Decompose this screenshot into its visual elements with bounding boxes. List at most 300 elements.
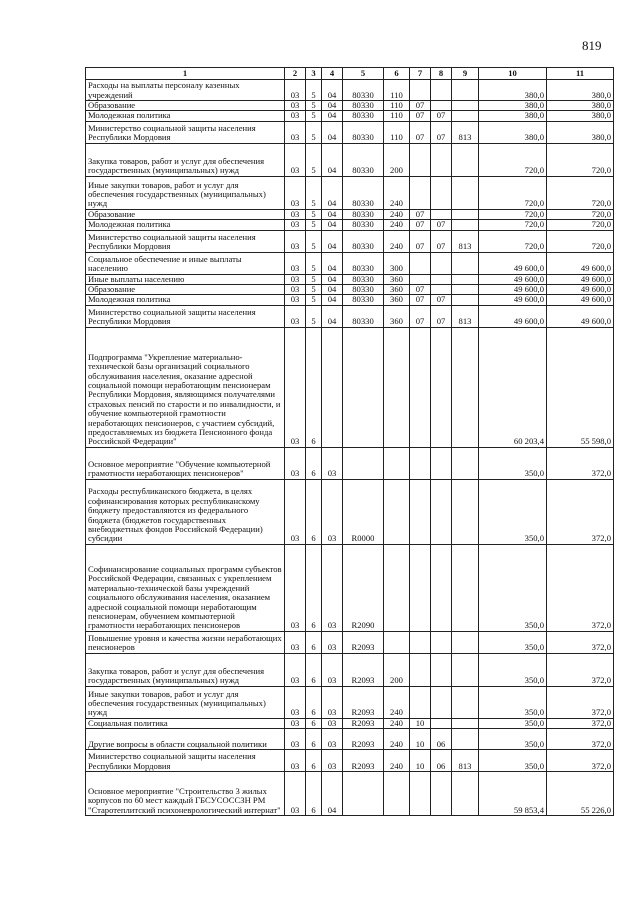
- cell-amount-year2: 380,0: [547, 101, 614, 111]
- cell-subsection: 07: [431, 305, 452, 327]
- cell-ministry-code: [452, 479, 479, 544]
- cell-item-name: Расходы республиканского бюджета, в целях софинансирования которых республиканскому бюджету предоставляются из федерального бюджета (бюджетов государственных внебюджетных фондов Российской Федерации) субсидии: [86, 479, 285, 544]
- cell-expense-type: 200: [384, 143, 410, 176]
- cell-amount-year1: 350,0: [479, 631, 547, 653]
- cell-code-col2: 03: [285, 772, 306, 816]
- table-row: [86, 220, 614, 230]
- cell-ministry-code: [452, 295, 479, 305]
- cell-target-article: R2090: [343, 544, 384, 631]
- cell-code-col3: 5: [306, 230, 322, 252]
- cell-code-col2: 03: [285, 101, 306, 111]
- cell-subsection: [431, 80, 452, 101]
- column-header: 3: [306, 68, 322, 80]
- cell-expense-type: 240: [384, 220, 410, 230]
- cell-amount-year2: 49 600,0: [547, 274, 614, 284]
- cell-item-name: Министерство социальной защиты населения Республики Мордовия: [86, 750, 285, 772]
- cell-item-name: Основное мероприятие "Обучение компьютерной грамотности неработающих пенсионеров": [86, 447, 285, 479]
- cell-section: 07: [410, 230, 431, 252]
- cell-code-col4: 04: [322, 252, 343, 274]
- cell-amount-year2: 720,0: [547, 143, 614, 176]
- cell-code-col4: 04: [322, 143, 343, 176]
- cell-ministry-code: [452, 176, 479, 209]
- cell-section: 07: [410, 209, 431, 219]
- column-header: 2: [285, 68, 306, 80]
- column-header: 4: [322, 68, 343, 80]
- cell-code-col2: 03: [285, 285, 306, 295]
- cell-code-col4: 04: [322, 121, 343, 143]
- cell-section: [410, 772, 431, 816]
- cell-target-article: 80330: [343, 274, 384, 284]
- cell-code-col3: 6: [306, 544, 322, 631]
- cell-amount-year1: 350,0: [479, 686, 547, 718]
- cell-expense-type: [384, 631, 410, 653]
- cell-code-col2: 03: [285, 305, 306, 327]
- column-header: 10: [479, 68, 547, 80]
- cell-code-col2: 03: [285, 274, 306, 284]
- cell-expense-type: [384, 544, 410, 631]
- cell-amount-year2: 372,0: [547, 447, 614, 479]
- cell-amount-year1: 49 600,0: [479, 305, 547, 327]
- cell-amount-year1: 380,0: [479, 101, 547, 111]
- cell-code-col2: 03: [285, 718, 306, 728]
- cell-expense-type: 240: [384, 750, 410, 772]
- cell-expense-type: 110: [384, 80, 410, 101]
- cell-target-article: R2093: [343, 718, 384, 728]
- cell-subsection: [431, 718, 452, 728]
- cell-amount-year2: 372,0: [547, 686, 614, 718]
- cell-code-col4: 03: [322, 729, 343, 750]
- cell-amount-year1: 350,0: [479, 750, 547, 772]
- cell-item-name: Социальная политика: [86, 718, 285, 728]
- cell-code-col4: 04: [322, 230, 343, 252]
- cell-code-col2: 03: [285, 220, 306, 230]
- cell-amount-year1: 59 853,4: [479, 772, 547, 816]
- cell-code-col4: 03: [322, 686, 343, 718]
- cell-code-col4: 04: [322, 80, 343, 101]
- cell-amount-year2: 372,0: [547, 631, 614, 653]
- cell-code-col3: 5: [306, 80, 322, 101]
- cell-amount-year2: 372,0: [547, 750, 614, 772]
- cell-subsection: [431, 544, 452, 631]
- cell-amount-year2: 720,0: [547, 176, 614, 209]
- cell-ministry-code: [452, 447, 479, 479]
- cell-item-name: Иные выплаты населению: [86, 274, 285, 284]
- cell-subsection: [431, 653, 452, 686]
- cell-expense-type: 360: [384, 274, 410, 284]
- cell-amount-year2: 720,0: [547, 209, 614, 219]
- cell-ministry-code: [452, 729, 479, 750]
- table-row: [86, 121, 614, 143]
- cell-code-col3: 6: [306, 718, 322, 728]
- cell-ministry-code: [452, 327, 479, 447]
- cell-section: 07: [410, 285, 431, 295]
- cell-code-col4: 04: [322, 111, 343, 121]
- cell-code-col4: 04: [322, 285, 343, 295]
- cell-target-article: 80330: [343, 121, 384, 143]
- cell-target-article: 80330: [343, 209, 384, 219]
- cell-code-col2: 03: [285, 252, 306, 274]
- cell-section: 10: [410, 718, 431, 728]
- cell-ministry-code: [452, 80, 479, 101]
- cell-item-name: Закупка товаров, работ и услуг для обеспечения государственных (муниципальных) нужд: [86, 143, 285, 176]
- cell-code-col4: 03: [322, 750, 343, 772]
- cell-ministry-code: [452, 653, 479, 686]
- cell-expense-type: 240: [384, 230, 410, 252]
- cell-amount-year1: 720,0: [479, 176, 547, 209]
- cell-section: [410, 252, 431, 274]
- cell-section: [410, 143, 431, 176]
- cell-section: 07: [410, 111, 431, 121]
- cell-target-article: R0000: [343, 479, 384, 544]
- cell-subsection: [431, 143, 452, 176]
- cell-amount-year1: 350,0: [479, 718, 547, 728]
- cell-subsection: [431, 274, 452, 284]
- cell-code-col4: 03: [322, 544, 343, 631]
- cell-code-col2: 03: [285, 479, 306, 544]
- cell-section: 10: [410, 729, 431, 750]
- cell-expense-type: [384, 327, 410, 447]
- cell-target-article: R2093: [343, 750, 384, 772]
- cell-code-col2: 03: [285, 80, 306, 101]
- cell-subsection: [431, 252, 452, 274]
- cell-expense-type: 300: [384, 252, 410, 274]
- cell-section: 07: [410, 101, 431, 111]
- table-row: [86, 111, 614, 121]
- table-row: [86, 80, 614, 101]
- cell-code-col2: 03: [285, 729, 306, 750]
- cell-code-col3: 5: [306, 101, 322, 111]
- cell-code-col2: 03: [285, 653, 306, 686]
- cell-expense-type: 360: [384, 285, 410, 295]
- cell-code-col3: 5: [306, 209, 322, 219]
- cell-code-col3: 6: [306, 750, 322, 772]
- cell-target-article: 80330: [343, 285, 384, 295]
- cell-code-col4: 04: [322, 305, 343, 327]
- cell-code-col4: 04: [322, 295, 343, 305]
- cell-ministry-code: [452, 209, 479, 219]
- cell-item-name: Молодежная политика: [86, 220, 285, 230]
- cell-amount-year2: 380,0: [547, 111, 614, 121]
- cell-code-col3: 5: [306, 295, 322, 305]
- cell-amount-year1: 380,0: [479, 80, 547, 101]
- cell-section: [410, 544, 431, 631]
- cell-ministry-code: 813: [452, 230, 479, 252]
- cell-target-article: R2093: [343, 653, 384, 686]
- cell-amount-year1: 350,0: [479, 544, 547, 631]
- cell-code-col3: 6: [306, 653, 322, 686]
- cell-code-col4: 04: [322, 176, 343, 209]
- table-row: [86, 176, 614, 209]
- table-row: [86, 653, 614, 686]
- table-row: [86, 544, 614, 631]
- cell-item-name: Социальное обеспечение и иные выплаты населению: [86, 252, 285, 274]
- cell-code-col3: 5: [306, 252, 322, 274]
- cell-code-col2: 03: [285, 176, 306, 209]
- cell-item-name: Образование: [86, 209, 285, 219]
- table-row: [86, 447, 614, 479]
- cell-subsection: [431, 327, 452, 447]
- cell-subsection: 07: [431, 111, 452, 121]
- cell-code-col4: 04: [322, 220, 343, 230]
- cell-item-name: Министерство социальной защиты населения Республики Мордовия: [86, 305, 285, 327]
- cell-item-name: Иные закупки товаров, работ и услуг для обеспечения государственных (муниципальных) нужд: [86, 686, 285, 718]
- cell-amount-year1: 49 600,0: [479, 285, 547, 295]
- cell-ministry-code: [452, 686, 479, 718]
- cell-code-col4: [322, 327, 343, 447]
- cell-amount-year2: 49 600,0: [547, 295, 614, 305]
- cell-code-col3: 5: [306, 274, 322, 284]
- cell-code-col2: 03: [285, 121, 306, 143]
- cell-subsection: [431, 209, 452, 219]
- cell-section: 07: [410, 305, 431, 327]
- cell-code-col2: 03: [285, 209, 306, 219]
- cell-code-col2: 03: [285, 327, 306, 447]
- table-row: [86, 295, 614, 305]
- cell-item-name: Софинансирование социальных программ субъектов Российской Федерации, связанных с укреплением материально-технической базы учреждений социального обслуживания населения, оказанием адресной социальной помощи неработающим пенсионерам, обучением компьютерной грамотности неработающих пенсионеров: [86, 544, 285, 631]
- cell-target-article: [343, 447, 384, 479]
- cell-expense-type: 240: [384, 686, 410, 718]
- cell-target-article: 80330: [343, 101, 384, 111]
- cell-code-col4: 03: [322, 479, 343, 544]
- cell-code-col3: 6: [306, 447, 322, 479]
- cell-amount-year2: 380,0: [547, 80, 614, 101]
- cell-amount-year1: 350,0: [479, 447, 547, 479]
- cell-subsection: 07: [431, 295, 452, 305]
- cell-item-name: Другие вопросы в области социальной политики: [86, 729, 285, 750]
- cell-expense-type: 200: [384, 653, 410, 686]
- cell-section: 07: [410, 220, 431, 230]
- cell-subsection: 07: [431, 121, 452, 143]
- cell-item-name: Закупка товаров, работ и услуг для обеспечения государственных (муниципальных) нужд: [86, 653, 285, 686]
- cell-target-article: 80330: [343, 252, 384, 274]
- cell-expense-type: 240: [384, 718, 410, 728]
- cell-ministry-code: [452, 220, 479, 230]
- cell-ministry-code: [452, 718, 479, 728]
- column-header: 1: [86, 68, 285, 80]
- cell-amount-year2: 55 226,0: [547, 772, 614, 816]
- cell-subsection: [431, 631, 452, 653]
- cell-code-col3: 5: [306, 305, 322, 327]
- cell-expense-type: 360: [384, 305, 410, 327]
- cell-code-col3: 5: [306, 111, 322, 121]
- cell-amount-year1: 720,0: [479, 209, 547, 219]
- cell-section: [410, 447, 431, 479]
- cell-ministry-code: [452, 143, 479, 176]
- cell-target-article: 80330: [343, 220, 384, 230]
- cell-code-col2: 03: [285, 631, 306, 653]
- cell-expense-type: 240: [384, 729, 410, 750]
- cell-amount-year1: 720,0: [479, 220, 547, 230]
- cell-ministry-code: 813: [452, 750, 479, 772]
- cell-item-name: Расходы на выплаты персоналу казенных учреждений: [86, 80, 285, 101]
- cell-amount-year1: 49 600,0: [479, 252, 547, 274]
- cell-expense-type: [384, 479, 410, 544]
- cell-amount-year2: 372,0: [547, 718, 614, 728]
- cell-target-article: R2093: [343, 686, 384, 718]
- cell-item-name: Образование: [86, 285, 285, 295]
- column-header: 8: [431, 68, 452, 80]
- cell-section: [410, 274, 431, 284]
- cell-subsection: [431, 447, 452, 479]
- cell-ministry-code: [452, 111, 479, 121]
- cell-code-col2: 03: [285, 295, 306, 305]
- cell-section: [410, 327, 431, 447]
- cell-ministry-code: [452, 252, 479, 274]
- table-row: [86, 285, 614, 295]
- cell-code-col2: 03: [285, 686, 306, 718]
- cell-expense-type: [384, 447, 410, 479]
- cell-amount-year2: 372,0: [547, 544, 614, 631]
- cell-amount-year2: 49 600,0: [547, 252, 614, 274]
- cell-code-col3: 5: [306, 285, 322, 295]
- column-header: 6: [384, 68, 410, 80]
- cell-ministry-code: [452, 285, 479, 295]
- cell-code-col2: 03: [285, 111, 306, 121]
- cell-expense-type: [384, 772, 410, 816]
- cell-subsection: [431, 176, 452, 209]
- table-row: [86, 305, 614, 327]
- cell-expense-type: 360: [384, 295, 410, 305]
- cell-amount-year2: 380,0: [547, 121, 614, 143]
- table-row: [86, 274, 614, 284]
- cell-code-col3: 6: [306, 729, 322, 750]
- cell-amount-year1: 49 600,0: [479, 274, 547, 284]
- cell-amount-year1: 49 600,0: [479, 295, 547, 305]
- cell-target-article: [343, 327, 384, 447]
- cell-ministry-code: 813: [452, 305, 479, 327]
- cell-code-col3: 6: [306, 327, 322, 447]
- table-row: [86, 718, 614, 728]
- cell-code-col4: 04: [322, 772, 343, 816]
- cell-code-col3: 5: [306, 143, 322, 176]
- cell-target-article: 80330: [343, 80, 384, 101]
- cell-amount-year2: 720,0: [547, 220, 614, 230]
- table-row: [86, 729, 614, 750]
- cell-section: 07: [410, 121, 431, 143]
- cell-subsection: 07: [431, 220, 452, 230]
- cell-item-name: Образование: [86, 101, 285, 111]
- cell-code-col4: 03: [322, 653, 343, 686]
- cell-item-name: Министерство социальной защиты населения Республики Мордовия: [86, 230, 285, 252]
- cell-amount-year1: 350,0: [479, 479, 547, 544]
- cell-code-col3: 6: [306, 686, 322, 718]
- cell-ministry-code: 813: [452, 121, 479, 143]
- cell-expense-type: 240: [384, 176, 410, 209]
- cell-amount-year1: 350,0: [479, 653, 547, 686]
- cell-subsection: 06: [431, 729, 452, 750]
- cell-subsection: [431, 101, 452, 111]
- cell-item-name: Министерство социальной защиты населения Республики Мордовия: [86, 121, 285, 143]
- cell-section: 10: [410, 750, 431, 772]
- cell-target-article: 80330: [343, 305, 384, 327]
- cell-ministry-code: [452, 274, 479, 284]
- column-header: 5: [343, 68, 384, 80]
- cell-section: [410, 686, 431, 718]
- cell-target-article: R2093: [343, 729, 384, 750]
- cell-expense-type: 110: [384, 111, 410, 121]
- cell-amount-year1: 380,0: [479, 121, 547, 143]
- cell-amount-year2: 372,0: [547, 729, 614, 750]
- table-row: [86, 479, 614, 544]
- cell-expense-type: 110: [384, 101, 410, 111]
- cell-amount-year1: 380,0: [479, 111, 547, 121]
- cell-code-col2: 03: [285, 447, 306, 479]
- cell-ministry-code: [452, 544, 479, 631]
- cell-section: [410, 80, 431, 101]
- column-header: 7: [410, 68, 431, 80]
- cell-subsection: [431, 285, 452, 295]
- cell-amount-year1: 60 203,4: [479, 327, 547, 447]
- cell-code-col3: 5: [306, 176, 322, 209]
- cell-item-name: Молодежная политика: [86, 111, 285, 121]
- cell-target-article: R2093: [343, 631, 384, 653]
- cell-target-article: 80330: [343, 230, 384, 252]
- cell-code-col2: 03: [285, 544, 306, 631]
- table-row: [86, 772, 614, 816]
- cell-target-article: 80330: [343, 143, 384, 176]
- cell-amount-year1: 720,0: [479, 143, 547, 176]
- cell-subsection: 07: [431, 230, 452, 252]
- cell-code-col2: 03: [285, 143, 306, 176]
- cell-subsection: 06: [431, 750, 452, 772]
- cell-code-col3: 6: [306, 772, 322, 816]
- cell-item-name: Молодежная политика: [86, 295, 285, 305]
- cell-target-article: 80330: [343, 295, 384, 305]
- cell-amount-year2: 49 600,0: [547, 285, 614, 295]
- cell-amount-year1: 350,0: [479, 729, 547, 750]
- cell-section: 07: [410, 295, 431, 305]
- cell-target-article: [343, 772, 384, 816]
- table-row: [86, 327, 614, 447]
- cell-subsection: [431, 686, 452, 718]
- cell-item-name: Подпрограмма "Укрепление материально-технической базы организаций социального обслуживания населения, оказание адресной социальной помощи неработающим пенсионерам Республики Мордовия, являющимся получателями страховых пенсий по старости и по инвалидности, и обучение компьютерной грамотности неработающих пенсионеров, с участием субсидий, предоставляемых из бюджета Пенсионного фонда Российской Федерации": [86, 327, 285, 447]
- cell-amount-year2: 55 598,0: [547, 327, 614, 447]
- table-body: [86, 80, 614, 816]
- table-row: [86, 230, 614, 252]
- cell-item-name: Основное мероприятие "Строительство 3 жилых корпусов по 60 мест каждый ГБСУСОССЗН РМ "Старотеплитский психоневрологический интернат": [86, 772, 285, 816]
- cell-ministry-code: [452, 101, 479, 111]
- cell-code-col3: 6: [306, 479, 322, 544]
- cell-code-col4: 03: [322, 447, 343, 479]
- cell-section: [410, 479, 431, 544]
- cell-ministry-code: [452, 631, 479, 653]
- cell-code-col2: 03: [285, 230, 306, 252]
- table-row: [86, 252, 614, 274]
- cell-code-col4: 03: [322, 718, 343, 728]
- cell-code-col2: 03: [285, 750, 306, 772]
- cell-code-col4: 04: [322, 274, 343, 284]
- header-row: [86, 68, 614, 80]
- cell-amount-year2: 372,0: [547, 653, 614, 686]
- cell-ministry-code: [452, 772, 479, 816]
- table-row: [86, 143, 614, 176]
- budget-table: [85, 67, 614, 816]
- cell-section: [410, 653, 431, 686]
- cell-item-name: Повышение уровня и качества жизни неработающих пенсионеров: [86, 631, 285, 653]
- table-row: [86, 686, 614, 718]
- cell-code-col4: 03: [322, 631, 343, 653]
- cell-subsection: [431, 479, 452, 544]
- cell-section: [410, 631, 431, 653]
- cell-amount-year2: 372,0: [547, 479, 614, 544]
- cell-subsection: [431, 772, 452, 816]
- cell-amount-year2: 720,0: [547, 230, 614, 252]
- cell-item-name: Иные закупки товаров, работ и услуг для обеспечения государственных (муниципальных) нужд: [86, 176, 285, 209]
- cell-code-col3: 5: [306, 220, 322, 230]
- column-header: 11: [547, 68, 614, 80]
- cell-target-article: 80330: [343, 111, 384, 121]
- cell-code-col3: 6: [306, 631, 322, 653]
